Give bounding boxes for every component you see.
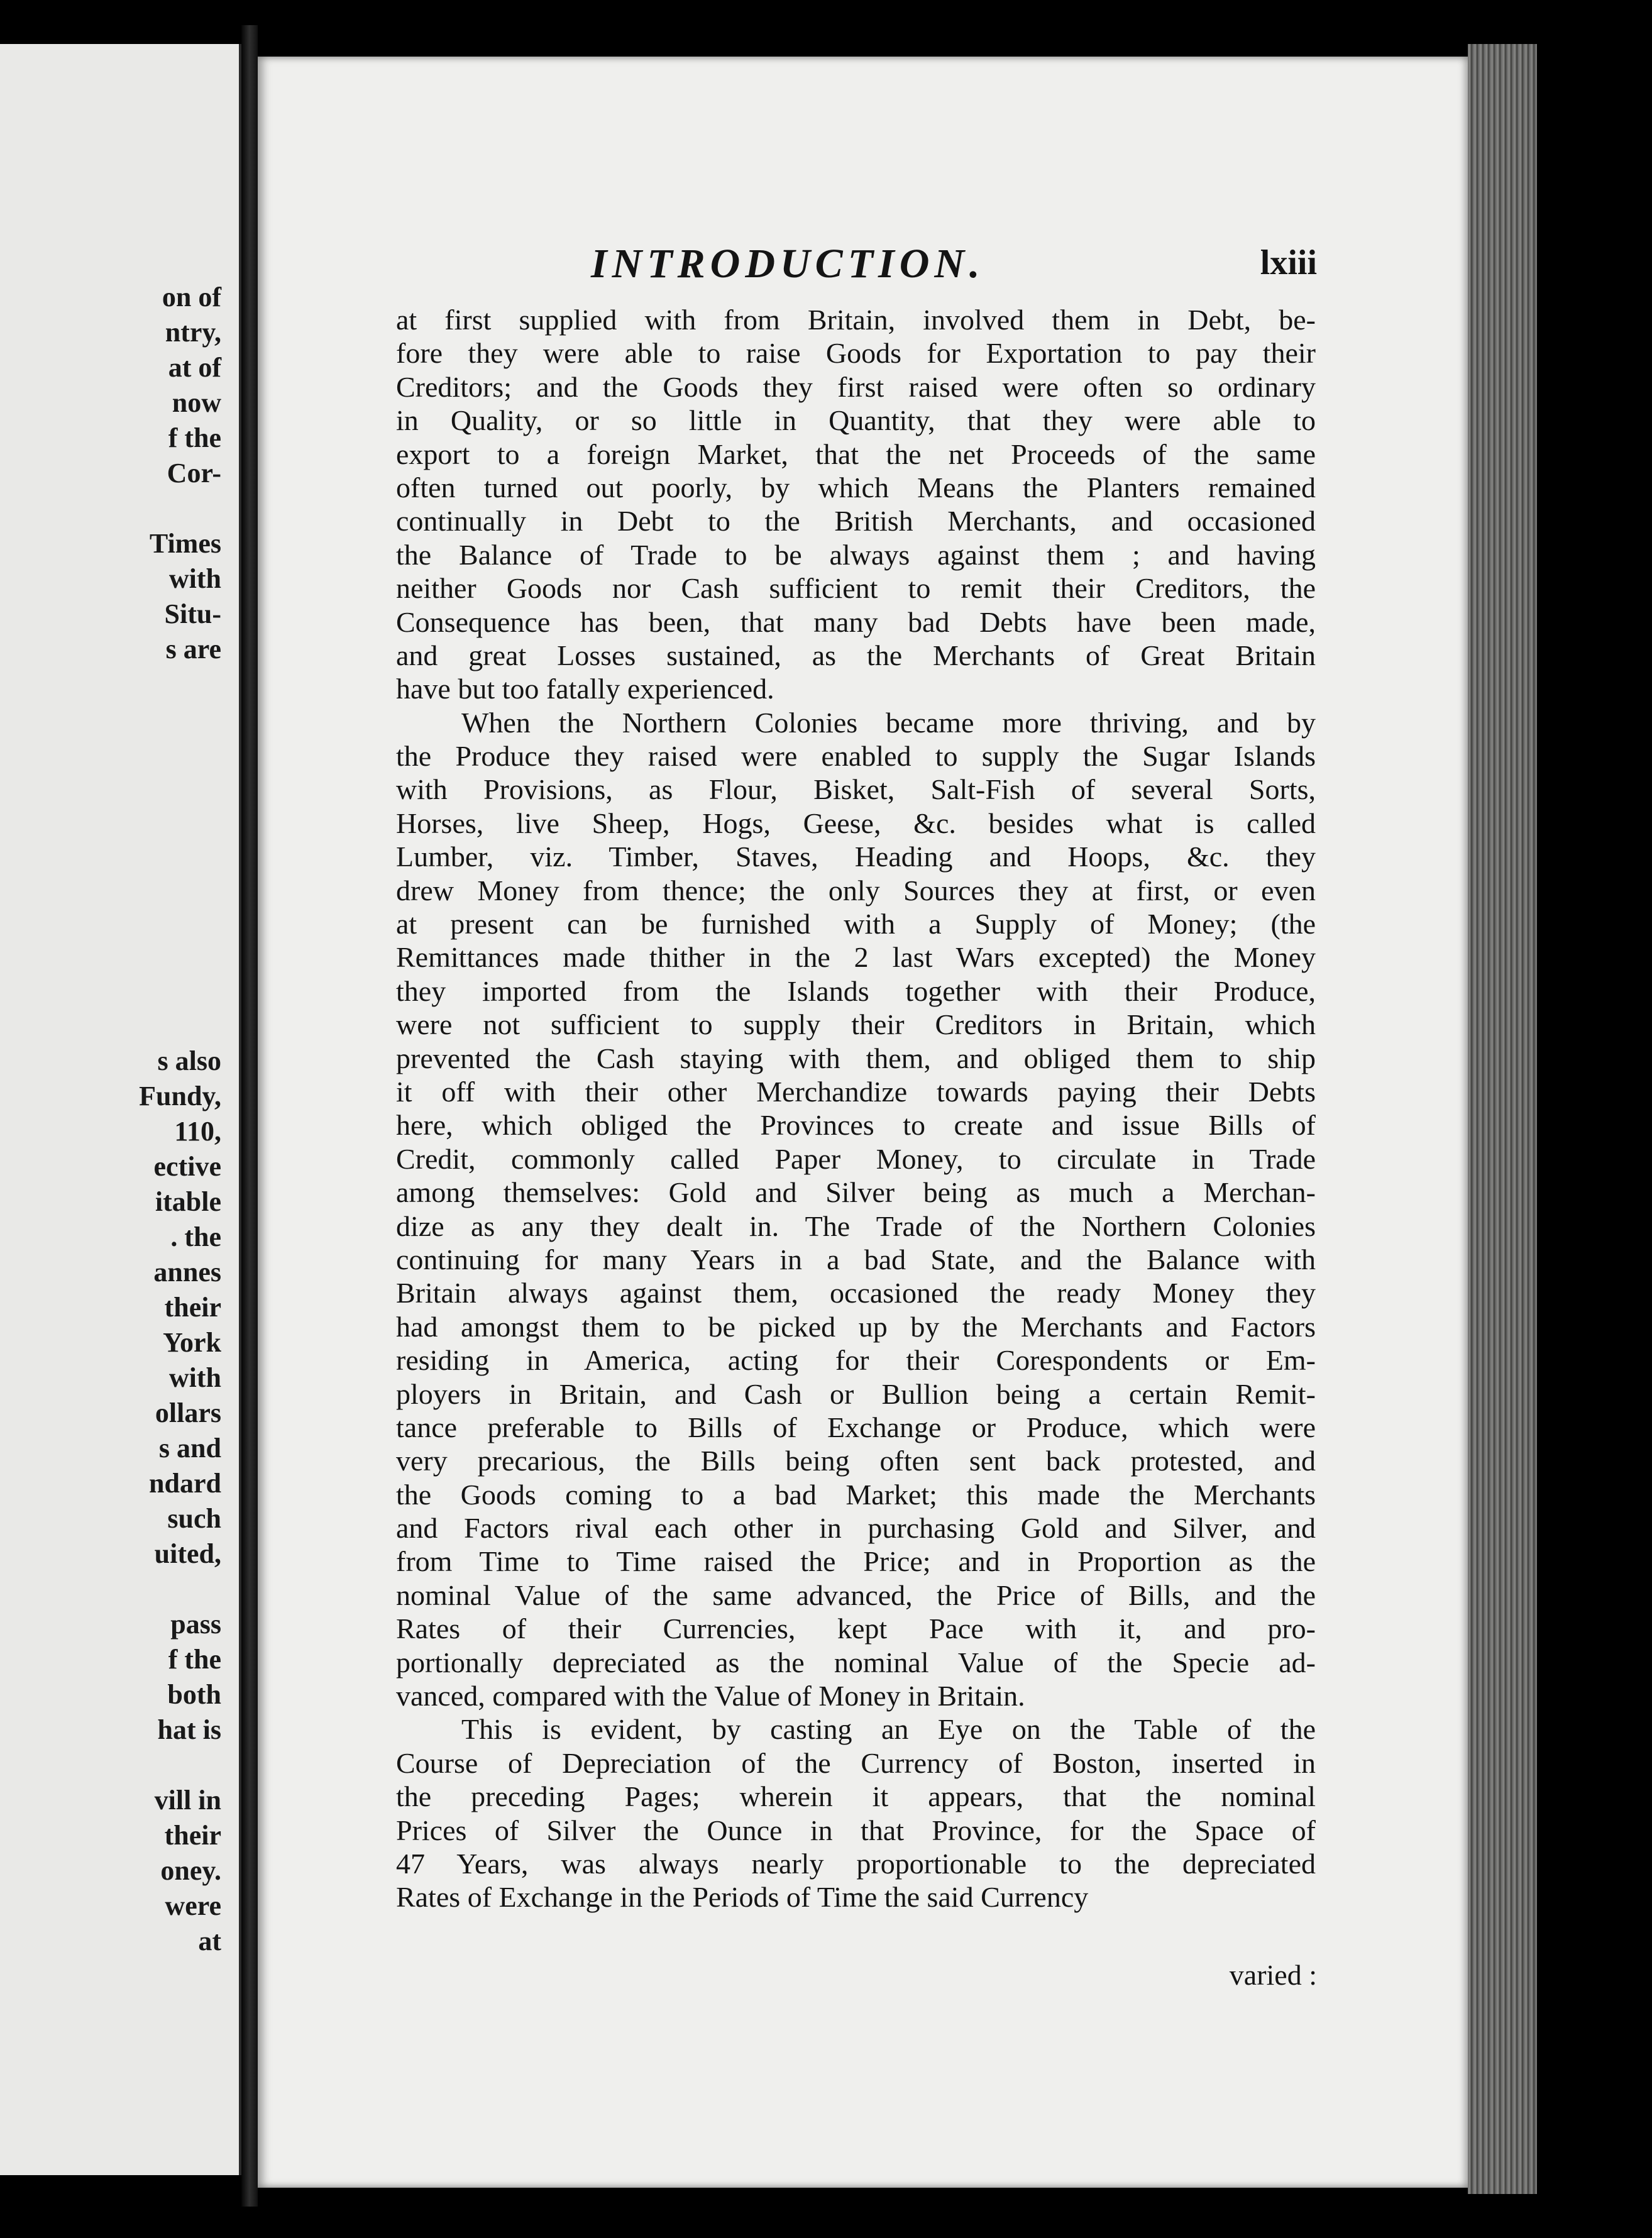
facing-page-line-fragment: now	[172, 387, 221, 418]
facing-page-upper-fragments	[150, 280, 221, 667]
text-line: vanced, compared with the Value of Money in Britain.	[396, 1680, 1025, 1712]
body-text	[396, 303, 1316, 1914]
text-line: it off with their other Merchandize towards paying their Debts	[396, 1075, 1316, 1108]
text-line: When the Northern Colonies became more thriving, and by	[461, 706, 1316, 739]
text-line: very precarious, the Bills being often sent back protested, and	[396, 1445, 1316, 1477]
facing-page-line-fragment: were	[165, 1890, 221, 1921]
facing-page-line-fragment: with	[168, 563, 221, 594]
facing-page-line-fragment	[139, 1572, 221, 1607]
facing-page-line-fragment: at	[198, 1926, 221, 1956]
text-line: they imported from the Islands together with their Produce,	[396, 974, 1316, 1007]
text-line: Prices of Silver the Ounce in that Province, for the Space of	[396, 1814, 1316, 1846]
facing-page-lower-fragments	[139, 1044, 221, 1959]
facing-page-line-fragment: at of	[168, 352, 221, 383]
facing-page-line-fragment: ndard	[149, 1468, 221, 1499]
text-line: have but too fatally experienced.	[396, 673, 774, 705]
text-line: Course of Depreciation of the Currency of Boston, inserted in	[396, 1746, 1316, 1779]
text-line: in Quality, or so little in Quantity, that they were able to	[396, 404, 1316, 437]
text-line: and Factors rival each other in purchasing Gold and Silver, and	[396, 1512, 1316, 1545]
text-line: Consequence has been, that many bad Debts have been made,	[396, 605, 1316, 638]
text-line: Remittances made thither in the 2 last Wars excepted) the Money	[396, 941, 1316, 974]
facing-page-line-fragment: both	[167, 1679, 221, 1710]
text-line: from Time to Time raised the Price; and in Proportion as the	[396, 1545, 1316, 1578]
facing-page-line-fragment: oney.	[160, 1855, 221, 1886]
facing-page-line-fragment: their	[164, 1820, 221, 1851]
text-line: Rates of Exchange in the Periods of Time the said Currency	[396, 1881, 1089, 1914]
text-line: ployers in Britain, and Cash or Bullion being a certain Remit-	[396, 1377, 1316, 1410]
facing-page-line-fragment: Cor-	[167, 458, 221, 488]
facing-page-line-fragment: pass	[170, 1609, 221, 1640]
text-line: the Produce they raised were enabled to supply the Sugar Islands	[396, 740, 1316, 773]
facing-page-line-fragment: York	[163, 1327, 221, 1358]
text-line: at present can be furnished with a Supply of Money; (the	[396, 908, 1316, 940]
facing-page-line-fragment: Situ-	[164, 598, 221, 629]
facing-page-line-fragment: s also	[157, 1045, 221, 1076]
text-line: here, which obliged the Provinces to create and issue Bills of	[396, 1109, 1316, 1142]
text-line: often turned out poorly, by which Means the Planters remained	[396, 471, 1316, 504]
text-line: among themselves: Gold and Silver being as much a Merchan-	[396, 1176, 1316, 1209]
text-line: Horses, live Sheep, Hogs, Geese, &c. besides what is called	[396, 807, 1316, 839]
facing-page-line-fragment: s are	[165, 634, 221, 664]
facing-page-line-fragment: vill in	[154, 1785, 221, 1816]
facing-page-line-fragment: their	[164, 1292, 221, 1323]
facing-page-line-fragment: such	[167, 1503, 221, 1534]
text-line: Rates of their Currencies, kept Pace with it, and pro-	[396, 1612, 1316, 1645]
facing-page-line-fragment	[139, 1748, 221, 1783]
text-line: prevented the Cash staying with them, and obliged them to ship	[396, 1042, 1316, 1074]
facing-page-line-fragment: ntry,	[165, 317, 221, 348]
facing-page-line-fragment: 110,	[174, 1116, 221, 1147]
running-title: INTRODUCTION.	[591, 241, 985, 287]
facing-page-line-fragment: uited,	[154, 1538, 221, 1569]
facing-page-line-fragment: on of	[162, 282, 221, 312]
text-line: the Goods coming to a bad Market; this made the Merchants	[396, 1478, 1316, 1511]
book-gutter	[241, 25, 258, 2207]
facing-page-line-fragment: hat is	[157, 1714, 221, 1745]
facing-page-line-fragment: s and	[158, 1433, 221, 1464]
text-line: tance preferable to Bills of Exchange or Produce, which were	[396, 1411, 1316, 1443]
text-line: continually in Debt to the British Merchants, and occasioned	[396, 505, 1316, 537]
facing-page-line-fragment: Fundy,	[139, 1081, 221, 1111]
page-header	[258, 240, 1468, 290]
text-line: Creditors; and the Goods they first raised were often so ordinary	[396, 370, 1316, 403]
text-line: Britain always against them, occasioned the ready Money they	[396, 1277, 1316, 1309]
text-line: export to a foreign Market, that the net Proceeds of the same	[396, 438, 1316, 470]
text-line: and great Losses sustained, as the Merchants of Great Britain	[396, 639, 1316, 671]
facing-page-fragment	[0, 44, 241, 2175]
text-line: nominal Value of the same advanced, the Price of Bills, and the	[396, 1579, 1316, 1611]
facing-page-line-fragment: ollars	[155, 1397, 221, 1428]
facing-page-line-fragment: Times	[149, 528, 221, 559]
text-line: residing in America, acting for their Corespondents or Em-	[396, 1344, 1316, 1377]
text-line: fore they were able to raise Goods for Exportation to pay their	[396, 337, 1316, 370]
book-page	[258, 57, 1468, 2188]
facing-page-line-fragment: . the	[170, 1221, 221, 1252]
facing-page-line-fragment: f the	[168, 1644, 221, 1675]
text-line: drew Money from thence; the only Sources they at first, or even	[396, 874, 1316, 907]
text-line: continuing for many Years in a bad State, and the Balance with	[396, 1243, 1316, 1276]
text-line: at first supplied with from Britain, involved them in Debt, be-	[396, 304, 1316, 336]
facing-page-line-fragment: ective	[153, 1151, 221, 1182]
text-line: the Balance of Trade to be always against them ; and having	[396, 538, 1316, 571]
text-line: 47 Years, was always nearly proportionable to the depreciated	[396, 1847, 1316, 1880]
catchword: varied :	[1229, 1959, 1317, 1991]
facing-page-line-fragment: annes	[153, 1257, 221, 1287]
text-line: had amongst them to be picked up by the Merchants and Factors	[396, 1310, 1316, 1343]
facing-page-line-fragment	[150, 491, 221, 526]
facing-page-line-fragment: itable	[155, 1186, 221, 1217]
page-number: lxiii	[1260, 243, 1317, 282]
text-line: dize as any they dealt in. The Trade of the Northern Colonies	[396, 1210, 1316, 1242]
text-line: Credit, commonly called Paper Money, to circulate in Trade	[396, 1142, 1316, 1175]
text-line: portionally depreciated as the nominal Value of the Specie ad-	[396, 1646, 1316, 1678]
facing-page-line-fragment: with	[168, 1362, 221, 1393]
text-line: Lumber, viz. Timber, Staves, Heading and Hoops, &c. they	[396, 841, 1316, 873]
text-line: This is evident, by casting an Eye on the Table of the	[461, 1713, 1316, 1746]
text-line: were not sufficient to supply their Creditors in Britain, which	[396, 1008, 1316, 1041]
text-line: with Provisions, as Flour, Bisket, Salt-Fish of several Sorts,	[396, 773, 1316, 806]
text-line: the preceding Pages; wherein it appears, that the nominal	[396, 1780, 1316, 1813]
page-edges	[1468, 44, 1537, 2194]
facing-page-line-fragment: f the	[168, 422, 221, 453]
text-line: neither Goods nor Cash sufficient to remit their Creditors, the	[396, 572, 1316, 605]
